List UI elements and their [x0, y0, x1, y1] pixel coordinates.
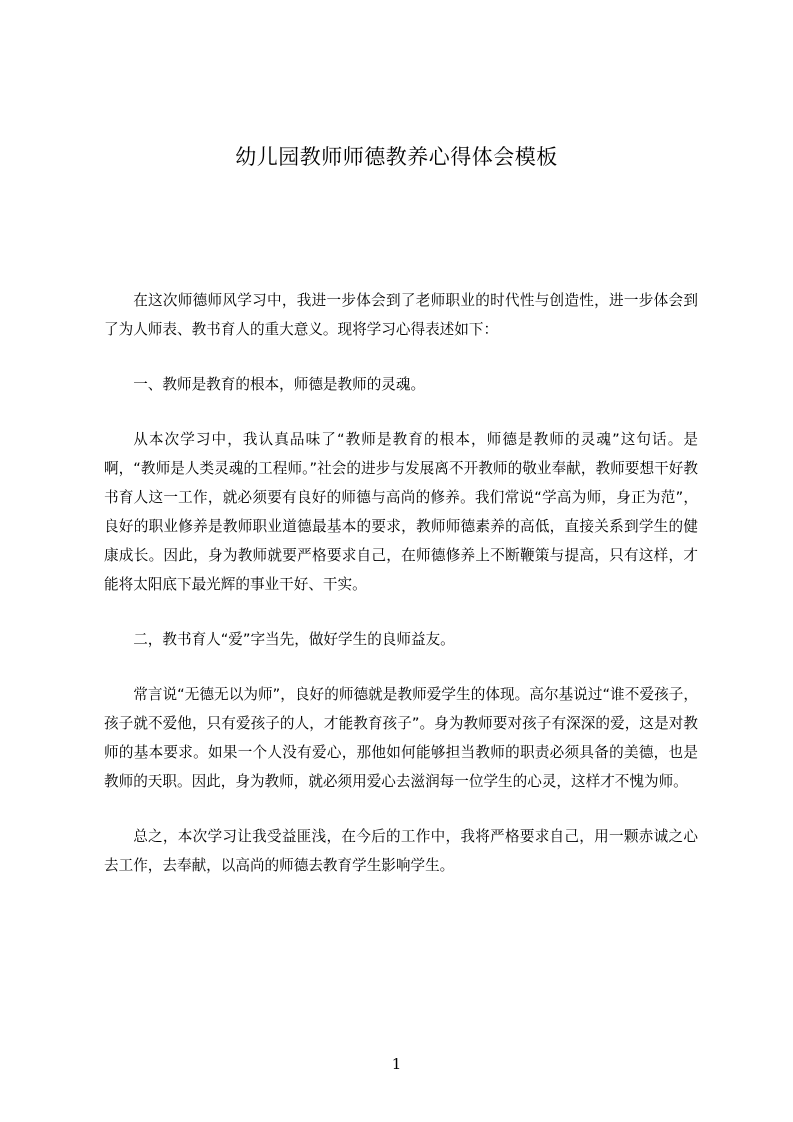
- section-2-paragraph: 常言说“无德无以为师”，良好的师德就是教师爱学生的体现。高尔基说过“谁不爱孩子，孩子就不爱他，只有爱孩子的人，才能教育孩子”。身为教师要对孩子有深深的爱，这是对教师的基本要求。如果一个人没有爱心，那他如何能够担当教师的职责必须具备的美德，也是教师的天职。因此，身为教师，就必须用爱心去滋润每一位学生的心灵，这样才不愧为师。: [104, 686, 698, 790]
- page-number: 1: [391, 1055, 402, 1073]
- section-heading-1: 一、教师是教育的根本，师德是教师的灵魂。: [133, 376, 426, 393]
- section-heading-2: 二，教书育人“爱”字当先，做好学生的良师益友。: [133, 631, 455, 648]
- document-body: [104, 286, 698, 906]
- intro-paragraph: 在这次师德师风学习中，我进一步体会到了老师职业的时代性与创造性，进一步体会到了为人师表、教书育人的重大意义。现将学习心得表述如下：: [104, 292, 698, 338]
- document-title: 幼儿园教师师德教养心得体会模板: [235, 145, 558, 169]
- conclusion-paragraph: 总之，本次学习让我受益匪浅，在今后的工作中，我将严格要求自己，用一颗赤诚之心去工作，去奉献，以高尚的师德去教育学生影响学生。: [104, 828, 698, 874]
- section-1-paragraph: 从本次学习中，我认真品味了“教师是教育的根本，师德是教师的灵魂”这句话。是啊，“教师是人类灵魂的工程师。”社会的进步与发展离不开教师的敬业奉献，教师要想干好教书育人这一工作，就必须要有良好的师德与高尚的修养。我们常说“学高为师，身正为范”，良好的职业修养是教师职业道德最基本的要求，教师师德素养的高低，直接关系到学生的健康成长。因此，身为教师就要严格要求自己，在师德修养上不断鞭策与提高，只有这样，才能将太阳底下最光辉的事业干好、干实。: [104, 431, 698, 593]
